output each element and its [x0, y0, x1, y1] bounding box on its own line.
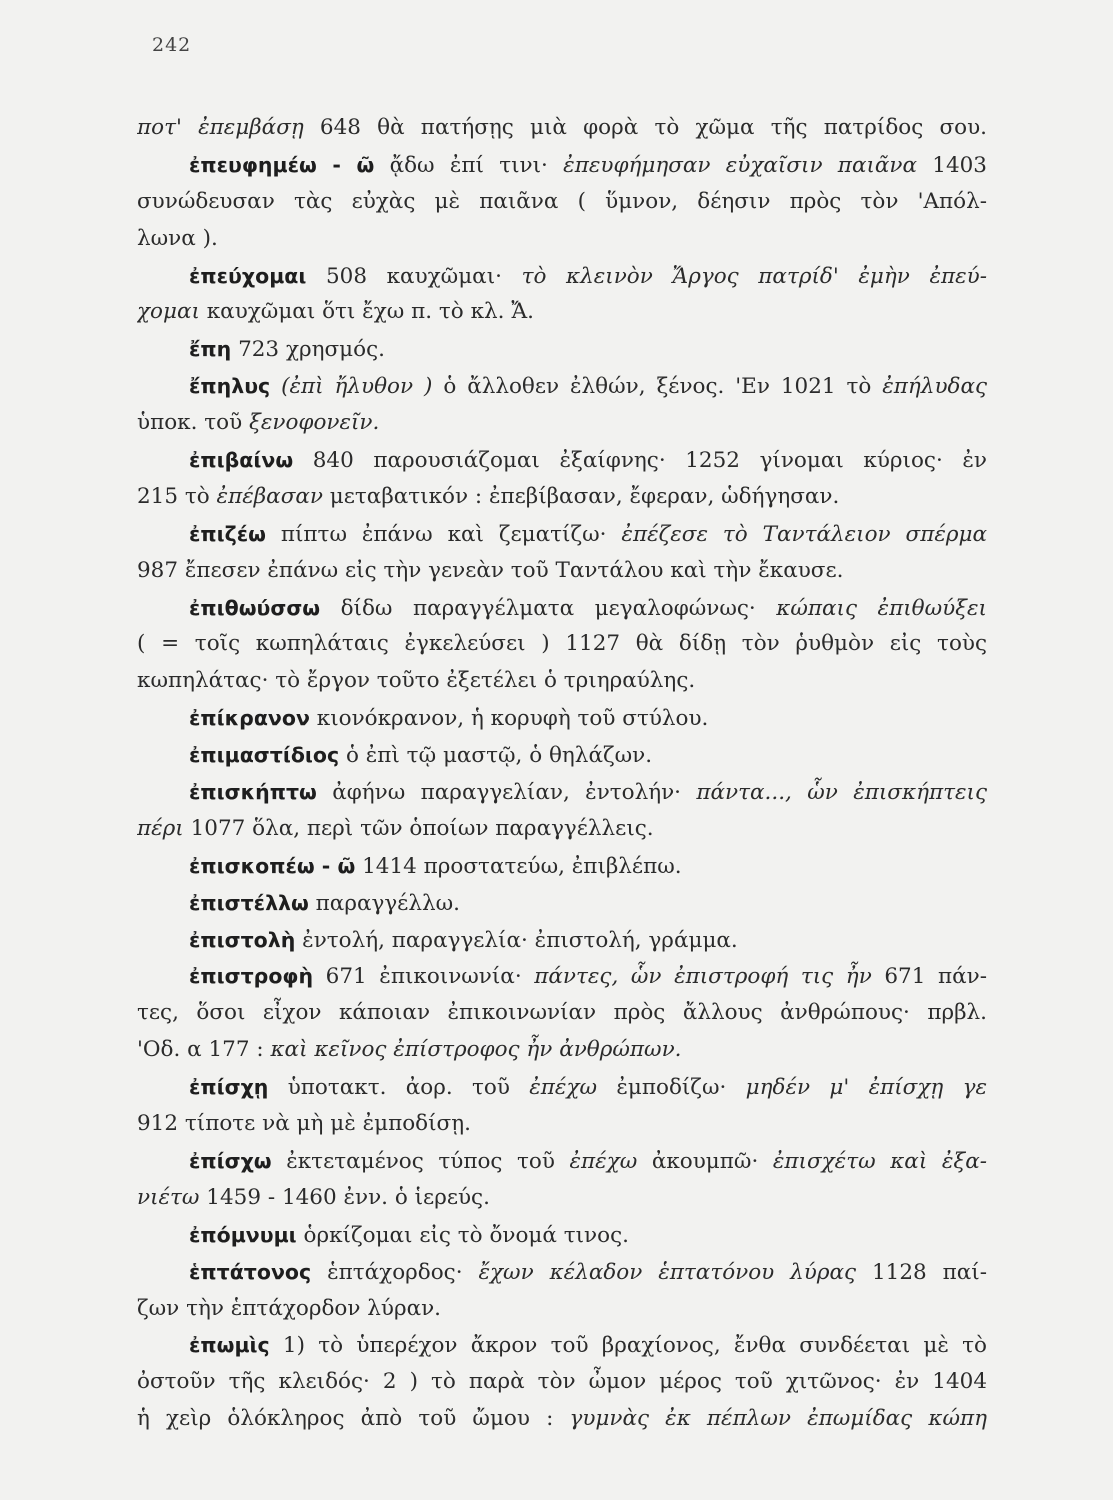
text-line	[137, 1180, 987, 1217]
text-segment: ἑπτάχορδος·	[311, 1259, 479, 1285]
headword: ἐπιμαστίδιος	[189, 743, 340, 768]
text-segment: ἐντολή, παραγγελία· ἐπιστολή, γράμμα.	[295, 927, 738, 953]
text-segment: ἀκουμπῶ·	[637, 1148, 773, 1174]
text-segment: 723 χρησμός.	[231, 337, 385, 363]
text-segment: ᾄδω ἐπί τινι·	[374, 152, 564, 178]
text-segment: τες, ὅσοι εἶχον κάποιαν ἐπικοινωνίαν πρὸς ἄλλους ἀνθρώπους· πρβλ.	[137, 1000, 987, 1026]
text-segment: 1403	[917, 152, 987, 178]
text-line	[137, 1364, 987, 1401]
text-segment: (ἐπὶ ἤλυθον )	[270, 374, 444, 400]
text-segment: νιέτω	[137, 1184, 200, 1210]
text-segment: ὁρκίζομαι εἰς τὸ ὄνομά τινος.	[296, 1222, 629, 1248]
text-segment: παραγγέλλω.	[308, 890, 460, 916]
text-segment: χομαι	[137, 299, 200, 325]
text-line	[137, 553, 987, 590]
text-segment: πάντα..., ὧν ἐπισκήπτεις	[696, 780, 987, 806]
text-segment: δίδω παραγγέλματα μεγαλοφώνως·	[320, 595, 777, 621]
text-segment: γυμνὰς ἐκ πέπλων ἐπωμίδας κώπη	[569, 1406, 987, 1432]
text-line	[137, 663, 987, 700]
text-segment: μηδέν μ' ἐπίσχῃ γε	[745, 1075, 987, 1101]
headword: ἐπίκρανον	[189, 706, 310, 731]
text-segment: 508 καυχῶμαι·	[306, 263, 522, 289]
text-segment: 987 ἔπεσεν ἐπάνω εἰς τὴν γενεὰν τοῦ Ταντάλου καὶ τὴν ἔκαυσε.	[137, 557, 844, 583]
text-line	[137, 1401, 987, 1438]
text-segment: ὀστοῦν τῆς κλειδός· 2 ) τὸ παρὰ τὸν ὦμον μέρος τοῦ χιτῶνος· ἐν 1404	[137, 1369, 987, 1395]
text-line	[137, 405, 987, 442]
headword: ἐπωμὶς	[189, 1333, 270, 1358]
text-segment: ἡ χεὶρ ὁλόκληρος ἀπὸ τοῦ ὤμου :	[137, 1406, 570, 1432]
text-line	[137, 995, 987, 1032]
text-line	[137, 1106, 987, 1143]
text-line	[137, 737, 987, 774]
text-segment: ἐπέβασαν	[216, 483, 323, 509]
text-segment: 1459 - 1460 ἐνν. ὁ ἱερεύς.	[199, 1184, 490, 1210]
text-line	[137, 958, 987, 995]
text-line	[137, 294, 987, 331]
text-line	[137, 885, 987, 922]
text-segment: ὁ ἐπὶ τῷ μαστῷ, ὁ θηλάζων.	[339, 743, 653, 769]
text-line	[137, 184, 987, 221]
headword: ἔπηλυς	[189, 374, 271, 399]
headword: ἑπτάτονος	[189, 1259, 312, 1284]
headword: ἐπιστροφὴ	[189, 964, 314, 989]
text-segment: ὁ ἄλλοθεν ἐλθών, ξένος. 'Εν 1021 τὸ	[443, 374, 883, 400]
text-line	[137, 442, 987, 479]
text-segment: ἐπέχω	[529, 1075, 598, 1101]
text-line	[137, 368, 987, 405]
text-segment: ὑποκ. τοῦ	[137, 410, 249, 436]
text-segment: ἔχων κέλαδον ἑπτατόνου λύρας	[478, 1259, 857, 1285]
text-segment: 648 θὰ πατήσῃς μιὰ φορὰ τὸ χῶμα τῆς πατρίδος σου.	[303, 115, 987, 140]
headword: ἐπιστολὴ	[189, 927, 296, 952]
text-segment: ἐπέζεσε τὸ Ταντάλειον σπέρμα	[621, 521, 987, 547]
text-segment: 912 τίποτε νὰ μὴ μὲ ἐμποδίσῃ.	[137, 1111, 471, 1137]
text-segment: ἐπέχω	[569, 1148, 638, 1174]
dictionary-text	[137, 110, 987, 1438]
text-segment: κώπαις ἐπιθωύξει	[776, 595, 987, 621]
headword: ἐπίσχῃ	[189, 1075, 269, 1100]
text-segment: λωνα ).	[137, 225, 218, 251]
text-line	[137, 1327, 987, 1364]
text-line	[137, 848, 987, 885]
text-segment: πάντες, ὧν ἐπιστροφή τις ἦν	[534, 964, 872, 990]
text-segment: ὑποτακτ. ἀορ. τοῦ	[268, 1075, 530, 1101]
headword: ἐπιθωύσσω	[189, 595, 321, 620]
text-segment: πίπτω ἐπάνω καὶ ζεματίζω·	[265, 521, 622, 547]
text-line	[137, 479, 987, 516]
text-line	[137, 1291, 987, 1328]
headword: ἐπιβαίνω	[189, 448, 294, 473]
text-segment: ἐμποδίζω·	[597, 1075, 746, 1101]
headword: ἔπη	[189, 337, 232, 362]
text-line	[137, 626, 987, 663]
text-segment: 1128 παί-	[856, 1259, 987, 1285]
headword: ἐπόμνυμι	[189, 1222, 297, 1247]
text-line	[137, 1032, 987, 1069]
text-segment: ζων τὴν ἑπτάχορδον λύραν.	[137, 1295, 442, 1321]
text-segment: ἀφήνω παραγγελίαν, ἐντολήν·	[316, 780, 697, 806]
text-line	[137, 1069, 987, 1106]
text-line	[137, 221, 987, 258]
text-line	[137, 147, 987, 184]
text-line	[137, 1217, 987, 1254]
text-line	[137, 258, 987, 295]
text-segment: ἐκτεταμένος τύπος τοῦ	[271, 1148, 570, 1174]
text-segment: 671 πάν-	[871, 964, 987, 990]
text-segment: κωπηλάτας· τὸ ἔργον τοῦτο ἐξετέλει ὁ τριηραύλης.	[137, 668, 696, 694]
headword: ἐπισκοπέω - ῶ	[189, 853, 356, 878]
text-line	[137, 1143, 987, 1180]
text-segment: 840 παρουσιάζομαι ἐξαίφνης· 1252 γίνομαι κύριος· ἐν	[293, 448, 987, 474]
text-line	[137, 774, 987, 811]
text-segment: 'Οδ. α 177 :	[137, 1037, 271, 1063]
text-segment: καὶ κεῖνος ἐπίστροφος ἦν ἀνθρώπων.	[270, 1037, 682, 1063]
headword: ἐπιστέλλω	[189, 890, 309, 915]
text-line	[137, 590, 987, 627]
text-line	[137, 516, 987, 553]
text-line	[137, 331, 987, 368]
headword: ἐπευφημέω - ῶ	[189, 152, 375, 177]
text-line	[137, 811, 987, 848]
text-segment: 215 τὸ	[137, 483, 217, 509]
text-segment: πέρι	[137, 815, 184, 841]
text-segment: 1414 προστατεύω, ἐπιβλέπω.	[355, 853, 682, 879]
text-segment: καυχῶμαι ὅτι ἔχω π. τὸ κλ. Ἄ.	[199, 299, 534, 325]
text-segment: 671 ἐπικοινωνία·	[313, 964, 535, 990]
headword: ἐπίσχω	[189, 1148, 272, 1173]
headword: ἐπισκήπτω	[189, 780, 317, 805]
text-segment: 1) τὸ ὑπερέχον ἄκρον τοῦ βραχίονος, ἔνθα συνδέεται μὲ τὸ	[269, 1333, 987, 1359]
text-segment: 1077 ὅλα, περὶ τῶν ὁποίων παραγγέλλεις.	[183, 815, 654, 841]
text-segment: ποτ' ἐπεμβάσῃ	[137, 115, 304, 140]
text-segment: ἐπευφήμησαν εὐχαῖσιν παιᾶνα	[563, 152, 917, 178]
text-line	[137, 922, 987, 959]
text-line	[137, 1254, 987, 1291]
headword: ἐπιζέω	[189, 521, 266, 546]
text-segment: μεταβατικόν : ἐπεβίβασαν, ἔφεραν, ὡδήγησαν.	[322, 483, 840, 509]
text-line	[137, 700, 987, 737]
text-segment: συνώδευσαν τὰς εὐχὰς μὲ παιᾶνα ( ὕμνον, δέησιν πρὸς τὸν 'Απόλ-	[137, 188, 987, 214]
text-line	[137, 110, 987, 147]
text-segment: τὸ κλεινὸν Ἄργος πατρίδ' ἐμὴν ἐπεύ-	[521, 263, 987, 289]
text-segment: ( = τοῖς κωπηλάταις ἐγκελεύσει ) 1127 θὰ δίδῃ τὸν ῥυθμὸν εἰς τοὺς	[137, 631, 987, 657]
headword: ἐπεύχομαι	[189, 263, 307, 288]
text-segment: ἐπήλυδας	[882, 374, 987, 400]
text-segment: κιονόκρανον, ἡ κορυφὴ τοῦ στύλου.	[309, 706, 709, 732]
text-segment: ἐπισχέτω καὶ ἐξα-	[772, 1148, 987, 1174]
page-number: 242	[152, 34, 192, 56]
text-segment: ξενοφονεῖν.	[249, 410, 380, 436]
